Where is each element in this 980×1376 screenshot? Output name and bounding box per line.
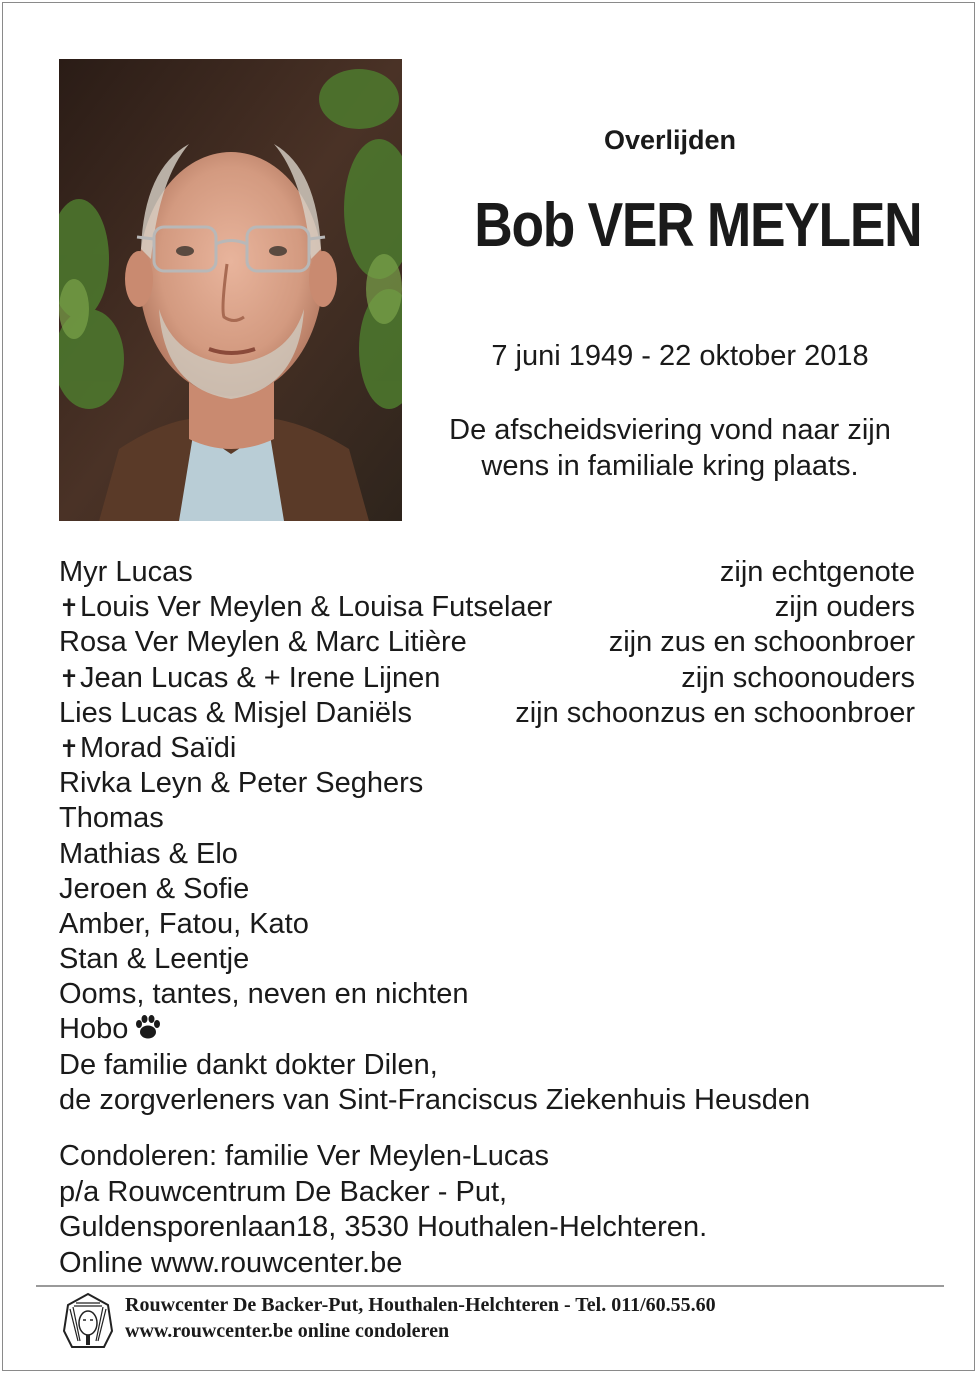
family-member bbox=[59, 977, 468, 1012]
family-member bbox=[59, 1048, 438, 1083]
farewell-line: wens in familiale kring plaats. bbox=[481, 450, 859, 482]
family-row bbox=[59, 555, 919, 590]
family-member-name: De familie dankt dokter Dilen, bbox=[59, 1048, 438, 1081]
farewell-text bbox=[420, 412, 920, 484]
funeral-home-footer bbox=[125, 1292, 925, 1344]
deceased-name: Bob VER MEYLEN bbox=[474, 191, 922, 260]
footer-line: Rouwcenter De Backer-Put, Houthalen-Helchteren - Tel. 011/60.55.60 bbox=[125, 1294, 716, 1316]
family-row bbox=[59, 872, 919, 907]
family-member-name: Rivka Leyn & Peter Seghers bbox=[59, 767, 424, 800]
family-member bbox=[59, 555, 193, 590]
family-member-name: Morad Saïdi bbox=[80, 731, 237, 764]
family-member-name: de zorgverleners van Sint-Franciscus Ziekenhuis Heusden bbox=[59, 1083, 811, 1116]
family-member-name: Thomas bbox=[59, 802, 164, 835]
condolences-line: p/a Rouwcentrum De Backer - Put, bbox=[59, 1175, 508, 1208]
life-dates: 7 juni 1949 - 22 oktober 2018 bbox=[491, 340, 869, 372]
portrait-photo bbox=[59, 59, 402, 521]
family-row bbox=[59, 1012, 919, 1047]
notice-heading: Overlijden bbox=[603, 125, 737, 155]
footer-line: www.rouwcenter.be online condoleren bbox=[125, 1320, 450, 1342]
condolences-line: Condoleren: familie Ver Meylen-Lucas bbox=[59, 1140, 550, 1172]
cross-icon: ✝ bbox=[59, 595, 80, 623]
pharaoh-logo-icon bbox=[58, 1291, 118, 1351]
family-member-name: Stan & Leentje bbox=[59, 943, 250, 976]
family-row bbox=[59, 661, 919, 696]
family-row bbox=[59, 731, 919, 766]
family-member bbox=[59, 837, 238, 872]
family-row bbox=[59, 766, 919, 801]
family-member bbox=[59, 801, 164, 836]
family-row bbox=[59, 1083, 919, 1118]
family-relation: zijn zus en schoonbroer bbox=[608, 626, 915, 659]
family-member bbox=[59, 590, 552, 625]
family-member bbox=[59, 907, 309, 942]
cross-icon: ✝ bbox=[59, 665, 80, 693]
family-member-name: Lies Lucas & Misjel Daniëls bbox=[59, 696, 412, 729]
family-row bbox=[59, 696, 919, 731]
family-member bbox=[59, 1083, 810, 1118]
family-relation: zijn schoonouders bbox=[681, 661, 915, 694]
family-member bbox=[59, 661, 440, 696]
family-row bbox=[59, 590, 919, 625]
family-member bbox=[59, 731, 236, 766]
condolences-line: Online www.rouwcenter.be bbox=[59, 1246, 403, 1279]
family-row bbox=[59, 942, 919, 977]
family-member bbox=[59, 696, 412, 731]
paw-icon bbox=[134, 1014, 162, 1049]
family-row bbox=[59, 837, 919, 872]
family-member-name: Hobo bbox=[59, 1013, 129, 1046]
farewell-line: De afscheidsviering vond naar zijn bbox=[449, 414, 891, 446]
family-member bbox=[59, 766, 423, 801]
family-row bbox=[59, 907, 919, 942]
family-member-name: Mathias & Elo bbox=[59, 837, 238, 870]
family-member-name: Ooms, tantes, neven en nichten bbox=[59, 978, 469, 1011]
family-member-name: Jeroen & Sofie bbox=[59, 872, 250, 905]
family-member-name: Rosa Ver Meylen & Marc Litière bbox=[59, 626, 467, 659]
family-member bbox=[59, 1012, 162, 1047]
family-member-name: Myr Lucas bbox=[59, 556, 193, 588]
footer-divider bbox=[36, 1285, 944, 1287]
family-relation: zijn schoonzus en schoonbroer bbox=[515, 696, 915, 729]
condolences-block bbox=[59, 1139, 919, 1281]
family-relation: zijn echtgenote bbox=[719, 556, 915, 588]
family-row bbox=[59, 977, 919, 1012]
cross-icon: ✝ bbox=[59, 735, 80, 763]
condolences-line: Guldensporenlaan18, 3530 Houthalen-Helchteren. bbox=[59, 1211, 708, 1243]
family-member-name: Jean Lucas & + Irene Lijnen bbox=[80, 661, 441, 694]
family-member bbox=[59, 942, 249, 977]
family-member-name: Louis Ver Meylen & Louisa Futselaer bbox=[80, 591, 553, 624]
family-row bbox=[59, 801, 919, 836]
family-member bbox=[59, 625, 467, 660]
family-member bbox=[59, 872, 249, 907]
family-member-name: Amber, Fatou, Kato bbox=[59, 907, 309, 940]
family-row bbox=[59, 625, 919, 660]
family-relation: zijn ouders bbox=[774, 591, 915, 624]
family-row bbox=[59, 1048, 919, 1083]
family-list bbox=[59, 555, 919, 1118]
